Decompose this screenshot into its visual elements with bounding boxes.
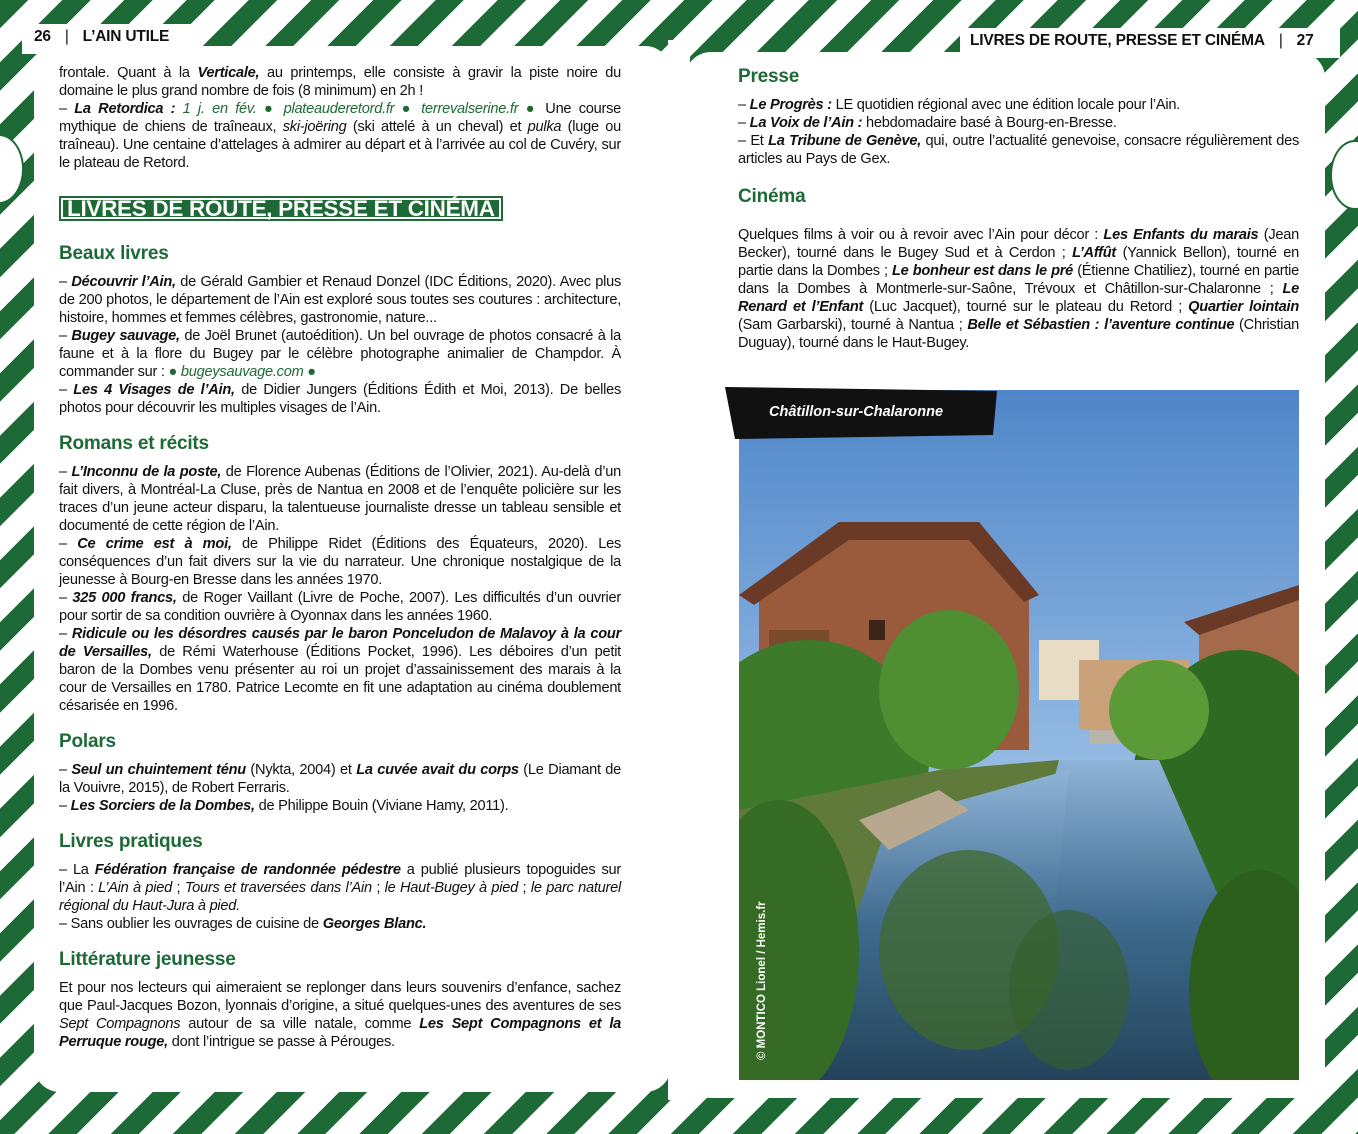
photo-caption: Châtillon-sur-Chalaronne <box>769 404 944 420</box>
right-running-header: LIVRES DE ROUTE, PRESSE ET CINÉMA | 27 <box>970 32 1314 49</box>
river-village-photo <box>739 390 1299 1080</box>
list-item: – Les 4 Visages de l’Ain, de Didier Jungers (Éditions Édith et Moi, 2013). De belles photos pour découvrir les multiples visages de l’Ain. <box>59 382 622 416</box>
list-item: – Découvrir l’Ain, de Gérald Gambier et Renaud Donzel (IDC Éditions, 2020). Avec plus de 200 photos, le département de l’Ain est exploré sous toutes ses coutures : architecture, histoire, hommes et femmes célèbres, gastronomie, nature... <box>59 274 622 326</box>
left-column <box>59 64 621 1051</box>
list-item: – Ridicule ou les désordres causés par le baron Ponceludon de Malavoy à la cour de Versailles, de Rémi Waterhouse (Éditions Pocket, 1996). Les déboires d’un petit baron de la Dombes venu présenter au roi un projet d’assainissement des marais à la cour de Versailles en 1780. Patrice Lecomte en fit une adaptation au cinéma doublement césarisée en 1996. <box>59 626 622 714</box>
page-gutter <box>668 40 690 1100</box>
paragraph: Quelques films à voir ou à revoir avec l’Ain pour décor : Les Enfants du marais (Jean Becker), tourné dans le Bugey Sud et à Cerdon ; L’Affût (Yannick Bellon), tourné en partie dans la Dombes ; Le bonheur est dans le pré (Étienne Chatiliez), tourné en partie dans la Dombes à Montmerle-sur-Saône, Trévoux et Châtillon-sur-Chalaronne ; Le Renard et l’Enfant (Luc Jacquet), tourné sur le plateau du Retord ; Quartier lointain (Sam Garbarski), tourné à Nantua ; Belle et Sébastien : l’aventure continue (Christian Duguay), tourné dans le Haut-Bugey. <box>738 227 1300 351</box>
right-page-number: 27 <box>1296 32 1314 49</box>
list-item: – Seul un chuintement ténu (Nykta, 2004) et La cuvée avait du corps (Le Diamant de la Vouivre, 2015), de Robert Ferraris. <box>59 762 622 796</box>
list-item: – La Voix de l’Ain : hebdomadaire basé à Bourg-en-Bresse. <box>738 115 1117 131</box>
heading-cinema: Cinéma <box>738 186 806 207</box>
list-item: – Bugey sauvage, de Joël Brunet (autoédition). Un bel ouvrage de photos consacré à la faune et à la flore du Bugey par le célèbre photographe animalier de Champdor. À commander sur : ● bugeysauvage.com ● <box>59 328 621 380</box>
bugeysauvage-link[interactable]: ● bugeysauvage.com ● <box>168 364 316 380</box>
heading-beaux-livres: Beaux livres <box>59 243 169 264</box>
photo-credit: © MONTICO Lionel / Hemis.fr <box>756 901 768 1060</box>
list-item: – Et La Tribune de Genève, qui, outre l’actualité genevoise, consacre régulièrement des articles au Pays de Gex. <box>738 133 1299 167</box>
right-column <box>738 66 1299 352</box>
list-item: – La Fédération française de randonnée pédestre a publié plusieurs topoguides sur l’Ain : L’Ain à pied ; Tours et traversées dans l’Ain ; le Haut-Bugey à pied ; le parc naturel régional du Haut-Jura à pied. – Sans oublier les ouvrages de cuisine de Georges Blanc. <box>59 862 621 932</box>
section-title: LIVRES DE ROUTE, PRESSE ET CINÉMA <box>59 196 503 221</box>
list-item: – L’Inconnu de la poste, de Florence Aubenas (Éditions de l’Olivier, 2021). Au-delà d’un fait divers, à Montréal-La Cluse, près de Nantua en 2008 et de l’enquête policière sur les traces d’un jeune acteur disparu, la talentueuse journaliste dresse un tableau sensible et documenté de cette région de l’Ain. <box>59 464 622 534</box>
photo-caption-label <box>725 385 997 439</box>
heading-jeunesse: Littérature jeunesse <box>59 949 236 970</box>
list-item: – Les Sorciers de la Dombes, de Philippe Bouin (Viviane Hamy, 2011). <box>59 798 509 814</box>
left-page-number: 26 <box>34 28 51 45</box>
heading-polars: Polars <box>59 731 116 752</box>
list-item: – 325 000 francs, de Roger Vaillant (Livre de Poche, 2007). Les difficultés d’un ouvrier pour sortir de sa condition ouvrière à Oyonnax dans les années 1960. <box>59 590 622 624</box>
heading-presse: Presse <box>738 66 800 87</box>
left-header-title: L’AIN UTILE <box>82 28 170 45</box>
paragraph: Et pour nos lecteurs qui aimeraient se replonger dans leurs souvenirs d’enfance, sachez que Paul-Jacques Bozon, lyonnais d’origine, a situé quelques-unes des aventures de ses Sept Compagnons autour de sa ville natale, comme Les Sept Compagnons et la Perruque rouge, dont l’intrigue se passe à Pérouges. <box>59 980 621 1050</box>
heading-romans: Romans et récits <box>59 433 209 454</box>
list-item: – Le Progrès : LE quotidien régional avec une édition locale pour l’Ain. <box>738 97 1180 113</box>
intro-paragraph: frontale. Quant à la Verticale, au printemps, elle consiste à gravir la piste noire du domaine le plus grand nombre de fois (8 minimum) en 2h ! – La Retordica : 1 j. en fév. ● plateauderetord.fr ● terrevalserine.fr ● Une course mythique de chiens de traîneaux, ski-joëring (ski attelé à un cheval) et pulka (luge ou traîneau). Une centaine d’attelages à admirer au départ et à l’arrivée au col de Cuvéry, sur le plateau de Retord. <box>59 65 622 171</box>
right-header-title: LIVRES DE ROUTE, PRESSE ET CINÉMA <box>970 32 1265 49</box>
photo-illustration <box>739 390 1299 1080</box>
left-running-header: 26 | L’AIN UTILE <box>34 28 170 45</box>
heading-pratiques: Livres pratiques <box>59 831 203 852</box>
list-item: – Ce crime est à moi, de Philippe Ridet (Éditions des Équateurs, 2020). Les conséquences d’un fait divers sur la vie du narrateur. Une chronique nostalgique de la jeunesse à Bourg-en Bresse dans les années 1970. <box>59 536 622 588</box>
retordica-links[interactable]: 1 j. en fév. ● plateauderetord.fr ● terrevalserine.fr ● <box>175 101 538 117</box>
